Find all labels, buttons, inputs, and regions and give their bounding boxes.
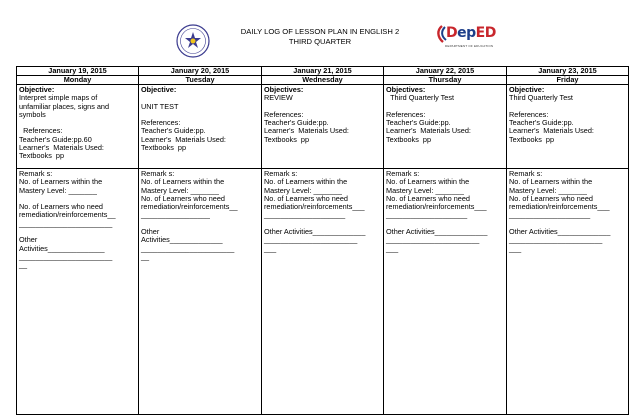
remarks-line: remediation/reinforcements__	[19, 210, 116, 220]
remarks-line: _______________________	[19, 218, 113, 228]
objective-cell	[139, 85, 262, 169]
objective-line: UNIT TEST	[141, 101, 179, 111]
objective-line: REVIEW	[264, 93, 293, 103]
remarks-line: No. of Learners who need	[264, 193, 348, 203]
objective-line: Third Quarterly Test	[509, 93, 573, 103]
deped-wordmark	[446, 25, 496, 41]
objective-line: Textbooks pp	[19, 151, 65, 161]
remarks-cell	[139, 169, 262, 415]
objective-line: unfamiliar places, signs and	[19, 101, 110, 111]
day-row	[17, 76, 629, 85]
day-cell: Thursday	[384, 76, 507, 85]
objective-line: References:	[141, 118, 181, 128]
objective-line: Interpret simple maps of	[19, 93, 98, 103]
remarks-line: _______________________	[509, 235, 603, 245]
remarks-line: ____________________	[386, 210, 468, 220]
lesson-log-table	[16, 66, 629, 415]
deped-logo	[434, 24, 494, 54]
remarks-line: __	[141, 251, 150, 261]
remarks-line: ___	[509, 243, 522, 253]
date-row	[17, 67, 629, 76]
remarks-line: Mastery Level: _______	[141, 185, 219, 195]
day-cell: Wednesday	[262, 76, 384, 85]
remarks-line: Mastery Level: _______	[509, 185, 587, 195]
deped-wordmark-ep: ep	[457, 25, 476, 41]
remarks-cell	[384, 169, 507, 415]
objective-line: Learner's Materials Used:	[141, 134, 226, 144]
objective-line: Learner's Materials Used:	[386, 126, 471, 136]
remarks-row	[17, 169, 629, 415]
remarks-line: No. of Learners who need	[509, 193, 593, 203]
remarks-cell	[507, 169, 629, 415]
objective-line: symbols	[19, 109, 46, 119]
objective-line: Textbooks pp	[386, 134, 432, 144]
remarks-line: remediation/reinforcements__	[141, 202, 238, 212]
remarks-line: _________________	[141, 210, 210, 220]
remarks-line: Activities______________	[19, 243, 105, 253]
objective-line: References:	[386, 109, 426, 119]
remarks-line: No. of Learners who need	[141, 193, 225, 203]
deped-subtext: DEPARTMENT OF EDUCATION	[445, 44, 494, 48]
day-cell: Tuesday	[139, 76, 262, 85]
remarks-line: ____________________	[264, 210, 346, 220]
objective-line: References:	[19, 126, 63, 136]
objective-line: Learner's Materials Used:	[19, 143, 104, 153]
objective-line: Textbooks pp	[141, 143, 187, 153]
remarks-line: Remark s:	[386, 169, 420, 178]
date-cell: January 22, 2015	[384, 67, 507, 76]
remarks-line: No. of Learners who need	[386, 193, 470, 203]
remarks-line: Remark s:	[264, 169, 298, 178]
objective-heading: Objectives:	[386, 85, 426, 94]
remarks-line: remediation/reinforcements___	[264, 202, 365, 212]
objective-heading: Objectives:	[264, 85, 304, 94]
remarks-cell	[262, 169, 384, 415]
day-cell: Monday	[17, 76, 139, 85]
objective-line: References:	[264, 109, 304, 119]
objective-line: Textbooks pp	[264, 134, 310, 144]
objective-line: Teacher's Guide:pp.60	[19, 134, 92, 144]
remarks-line: Other Activities_____________	[264, 227, 366, 237]
objective-cell	[384, 85, 507, 169]
day-cell: Friday	[507, 76, 629, 85]
remarks-line: No. of Learners within the	[19, 177, 103, 187]
deped-wordmark-d: D	[446, 25, 458, 41]
remarks-line: Mastery Level: _______	[264, 185, 342, 195]
remarks-line: No. of Learners within the	[264, 177, 348, 187]
remarks-line: _______________________	[19, 251, 113, 261]
deped-wordmark-ed: ED	[475, 25, 496, 41]
title-line-1: DAILY LOG OF LESSON PLAN IN ENGLISH 2	[240, 27, 400, 36]
remarks-line: Other	[19, 235, 38, 245]
remarks-line: Other Activities_____________	[509, 227, 611, 237]
objective-heading: Objective:	[19, 85, 55, 94]
remarks-line: Mastery Level: _______	[19, 185, 97, 195]
page-title	[215, 27, 425, 47]
objective-line: Learner's Materials Used:	[509, 126, 594, 136]
date-cell: January 20, 2015	[139, 67, 262, 76]
objective-line: Textbooks pp	[509, 134, 555, 144]
remarks-line: ___	[386, 243, 399, 253]
objective-cell	[507, 85, 629, 169]
remarks-line: Mastery Level: _______	[386, 185, 464, 195]
remarks-line: No. of Learners within the	[509, 177, 593, 187]
objectives-row	[17, 85, 629, 169]
remarks-line: _______________________	[386, 235, 480, 245]
objective-line: Third Quarterly Test	[386, 93, 454, 103]
remarks-line: Other Activities_____________	[386, 227, 488, 237]
date-cell: January 21, 2015	[262, 67, 384, 76]
remarks-line: No. of Learners who need	[19, 202, 103, 212]
objective-heading: Objective:	[509, 85, 545, 94]
objective-line: Teacher's Guide:pp.	[509, 118, 574, 128]
document-header	[0, 0, 638, 66]
remarks-line: remediation/reinforcements___	[509, 202, 610, 212]
title-line-2: THIRD QUARTER	[288, 37, 352, 46]
remarks-line: Activities_____________	[141, 235, 223, 245]
date-cell: January 19, 2015	[17, 67, 139, 76]
remarks-line: Remark s:	[509, 169, 543, 178]
remarks-line: Remark s:	[19, 169, 53, 178]
remarks-line: ___	[264, 243, 277, 253]
objective-heading: Objective:	[141, 85, 177, 94]
date-cell: January 23, 2015	[507, 67, 629, 76]
objective-cell	[17, 85, 139, 169]
remarks-line: _______________________	[141, 243, 235, 253]
remarks-line: _______________________	[264, 235, 358, 245]
remarks-line: ____________________	[509, 210, 591, 220]
remarks-line: Other	[141, 227, 160, 237]
remarks-line: __	[19, 260, 28, 270]
remarks-line: Remark s:	[141, 169, 175, 178]
remarks-line: No. of Learners within the	[386, 177, 470, 187]
objective-line: Teacher's Guide:pp.	[264, 118, 329, 128]
remarks-cell	[17, 169, 139, 415]
objective-line: References:	[509, 109, 549, 119]
objective-line: Teacher's Guide:pp.	[141, 126, 206, 136]
objective-line: Teacher's Guide:pp.	[386, 118, 451, 128]
remarks-line: No. of Learners within the	[141, 177, 225, 187]
deped-seal-icon	[176, 24, 210, 58]
objective-cell	[262, 85, 384, 169]
remarks-line: remediation/reinforcements___	[386, 202, 487, 212]
objective-line: Learner's Materials Used:	[264, 126, 349, 136]
